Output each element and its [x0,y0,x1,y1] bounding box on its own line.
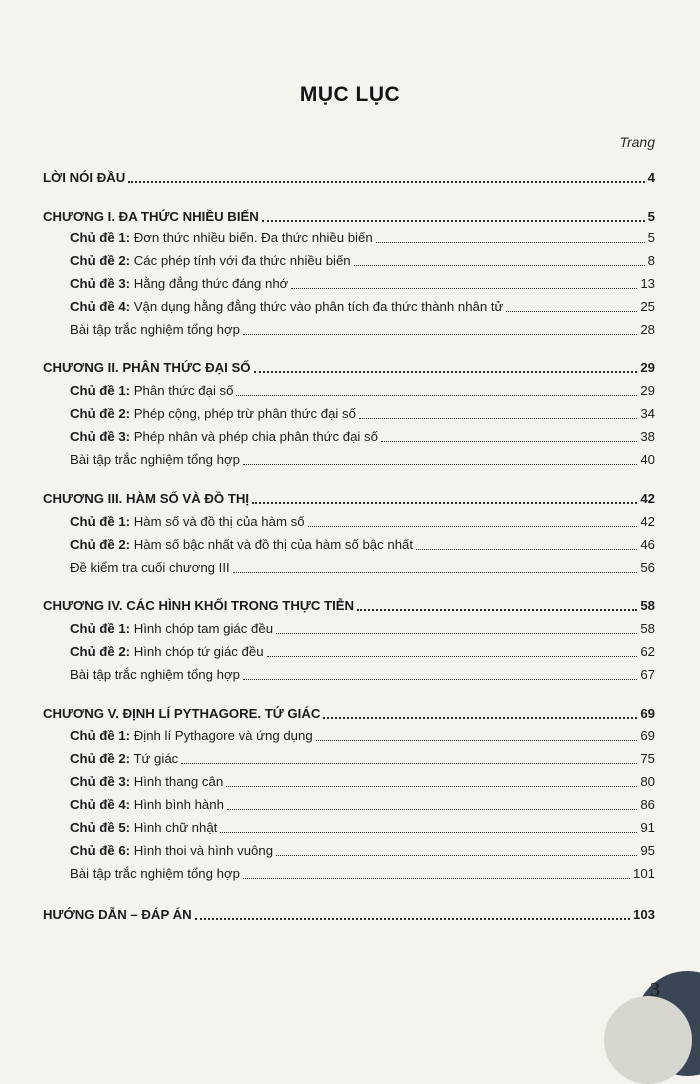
toc-topic-prefix: Chủ đề 4: [70,299,131,314]
toc-page-number: 67 [640,667,655,682]
toc-topic-prefix: Chủ đề 3: [70,276,131,291]
toc-leader-dots [357,608,637,611]
toc-page-number: 46 [640,537,655,552]
toc-leader-dots [354,264,645,266]
toc-leader-dots [323,716,637,719]
toc-leader-dots [381,440,637,442]
toc-entry-text: Hình chóp tứ giác đều [130,644,264,659]
page-column-header: Trang [619,134,655,150]
toc-entry-label [43,170,125,186]
toc-page-number: 42 [640,491,655,506]
toc-entry-text: HƯỚNG DẪN – ĐÁP ÁN [43,907,192,922]
toc-entry-label [70,797,224,813]
toc-entry-text: Hình chữ nhật [130,820,218,835]
toc-leader-dots [359,417,637,419]
toc-page-number: 62 [640,644,655,659]
toc-chapter-entry [43,205,655,225]
toc-leader-dots [316,739,638,741]
toc-entry-label [70,452,240,468]
toc-entry-label [70,820,217,836]
toc-topic-prefix: Chủ đề 1: [70,621,131,636]
toc-entry-label [70,667,240,683]
toc-entry-text: Vận dụng hằng đẳng thức vào phân tích đa thức thành nhân tử [130,299,504,314]
toc-page-number: 58 [640,598,655,613]
toc-leader-dots [195,917,630,920]
toc-entry-label [70,843,273,859]
toc-leader-dots [376,241,645,243]
toc-topic-entry [70,295,655,315]
toc-page-number: 8 [647,253,655,268]
toc-leader-dots [506,310,637,312]
toc-entry-label [70,429,378,445]
toc-topic-entry [70,226,655,246]
toc-leader-dots [276,854,637,856]
toc-leader-dots [254,370,638,373]
toc-topic-prefix: Chủ đề 1: [70,383,131,398]
toc-topic-entry [70,617,655,637]
toc-entry-text: Bài tập trắc nghiệm tổng hợp [70,322,240,337]
toc-leader-dots [267,655,638,657]
toc-topic-entry [70,793,655,813]
toc-topic-entry [70,640,655,660]
toc-topic-prefix: Chủ đề 1: [70,728,131,743]
toc-page-number: 86 [640,797,655,812]
toc-page-number: 56 [640,560,655,575]
toc-entry-text: CHƯƠNG V. ĐỊNH LÍ PYTHAGORE. TỨ GIÁC [43,706,321,721]
toc-topic-entry [70,533,655,553]
toc-topic-prefix: Chủ đề 3: [70,774,131,789]
toc-topic-prefix: Chủ đề 6: [70,843,131,858]
toc-topic-prefix: Chủ đề 2: [70,537,131,552]
toc-topic-entry [70,862,655,882]
toc-leader-dots [262,219,645,222]
toc-topic-prefix: Chủ đề 2: [70,644,131,659]
toc-entry-label [43,706,320,722]
toc-chapter-entry [43,166,655,186]
toc-entry-text: CHƯƠNG II. PHÂN THỨC ĐẠI SỐ [43,360,251,375]
toc-page-number: 69 [640,728,655,743]
toc-entry-text: Đề kiểm tra cuối chương III [70,560,230,575]
toc-topic-entry [70,724,655,744]
toc-leader-dots [227,808,637,810]
toc-leader-dots [416,548,637,550]
toc-leader-dots [233,571,638,573]
toc-entry-text: Tứ giác [130,751,179,766]
toc-entry-text: Bài tập trắc nghiệm tổng hợp [70,866,240,881]
toc-entry-label [70,621,273,637]
toc-topic-prefix: Chủ đề 5: [70,820,131,835]
toc-entry-text: Hình chóp tam giác đều [130,621,274,636]
toc-entry-text: Hình thoi và hình vuông [130,843,274,858]
page-corner-inner [604,996,692,1084]
toc-topic-entry [70,448,655,468]
toc-topic-entry [70,663,655,683]
toc-topic-entry [70,402,655,422]
toc-page-number: 4 [647,170,655,185]
toc-chapter-entry [43,594,655,614]
toc-page-number: 42 [640,514,655,529]
page-title: MỤC LỤC [299,83,401,106]
toc-topic-prefix: Chủ đề 3: [70,429,131,444]
toc-entry-label [70,644,264,660]
toc-topic-entry [70,425,655,445]
toc-page-number: 58 [640,621,655,636]
toc-entry-text: CHƯƠNG I. ĐA THỨC NHIỀU BIẾN [43,209,259,224]
toc-topic-entry [70,747,655,767]
toc-page-number: 80 [640,774,655,789]
toc-chapter-entry [43,702,655,722]
toc-topic-prefix: Chủ đề 4: [70,797,131,812]
toc-topic-entry [70,839,655,859]
toc-entry-label [70,253,351,269]
toc-entry-text: Phép cộng, phép trừ phân thức đại số [130,406,356,421]
toc-topic-entry [70,318,655,338]
page-number: 3 [650,979,660,1001]
toc-topic-prefix: Chủ đề 2: [70,406,131,421]
toc-leader-dots [226,785,637,787]
toc-entry-text: Bài tập trắc nghiệm tổng hợp [70,452,240,467]
toc-entry-label [43,598,354,614]
toc-topic-entry [70,770,655,790]
toc-page-number: 95 [640,843,655,858]
toc-entry-text: Đơn thức nhiều biến. Đa thức nhiều biến [130,230,373,245]
toc-entry-text: Hàm số và đồ thị của hàm số [130,514,305,529]
toc-leader-dots [128,180,644,183]
toc-page-number: 34 [640,406,655,421]
toc-leader-dots [181,762,637,764]
toc-page-number: 69 [640,706,655,721]
toc-entry-label [70,322,240,338]
toc-topic-prefix: Chủ đề 1: [70,514,131,529]
toc-chapter-entry [43,356,655,376]
toc-entry-label [70,406,356,422]
toc-page-number: 28 [640,322,655,337]
toc-entry-text: Phân thức đại số [130,383,234,398]
toc-entry-label [70,866,240,882]
toc-entry-label [70,276,288,292]
toc-topic-entry [70,510,655,530]
toc-entry-label [43,209,259,225]
toc-entry-text: Hình bình hành [130,797,224,812]
toc-leader-dots [276,632,637,634]
toc-entry-text: Hình thang cân [130,774,224,789]
toc-leader-dots [243,463,637,465]
toc-leader-dots [291,287,637,289]
toc-page-number: 25 [640,299,655,314]
toc-page-number: 103 [632,907,655,922]
toc-page-number: 13 [640,276,655,291]
toc-entry-label [70,230,373,246]
toc-chapter-entry [43,903,655,923]
toc-entry-text: Định lí Pythagore và ứng dụng [130,728,313,743]
toc-page-number: 101 [632,866,655,881]
toc-leader-dots [252,501,637,504]
toc-entry-label [70,514,305,530]
toc-leader-dots [243,877,630,879]
toc-page-number: 38 [640,429,655,444]
toc-chapter-entry [43,487,655,507]
toc-page-number: 91 [640,820,655,835]
toc-entry-text: LỜI NÓI ĐẦU [43,170,126,185]
toc-page-number: 5 [647,230,655,245]
toc-topic-entry [70,556,655,576]
toc-entry-label [70,537,413,553]
toc-entry-text: CHƯƠNG IV. CÁC HÌNH KHỐI TRONG THỰC TIỄN [43,598,355,613]
toc-page-number: 29 [640,360,655,375]
toc-entry-label [70,728,313,744]
toc-leader-dots [236,394,637,396]
toc-topic-entry [70,379,655,399]
toc-entry-label [70,751,178,767]
toc-topic-prefix: Chủ đề 2: [70,253,131,268]
toc-entry-label [43,907,192,923]
toc-entry-label [43,360,251,376]
toc-page-number: 5 [647,209,655,224]
toc-entry-text: CHƯƠNG III. HÀM SỐ VÀ ĐỒ THỊ [43,491,250,506]
toc-page-number: 40 [640,452,655,467]
toc-entry-text: Các phép tính với đa thức nhiều biến [130,253,351,268]
toc-topic-entry [70,816,655,836]
toc-topic-entry [70,272,655,292]
toc-topic-entry [70,249,655,269]
toc-leader-dots [308,525,638,527]
toc-leader-dots [243,333,637,335]
toc-entry-label [43,491,249,507]
toc-topic-prefix: Chủ đề 2: [70,751,131,766]
toc-entry-label [70,383,233,399]
toc-topic-prefix: Chủ đề 1: [70,230,131,245]
toc-entry-label [70,560,230,576]
toc-entry-text: Hằng đẳng thức đáng nhớ [130,276,289,291]
toc-page-number: 75 [640,751,655,766]
toc-entry-text: Bài tập trắc nghiệm tổng hợp [70,667,240,682]
toc-entry-text: Hàm số bậc nhất và đồ thị của hàm số bậc nhất [130,537,414,552]
toc-entry-label [70,774,223,790]
toc-leader-dots [220,831,637,833]
toc-entry-label [70,299,503,315]
toc-entry-text: Phép nhân và phép chia phân thức đại số [130,429,378,444]
toc-page-number: 29 [640,383,655,398]
toc-leader-dots [243,678,637,680]
